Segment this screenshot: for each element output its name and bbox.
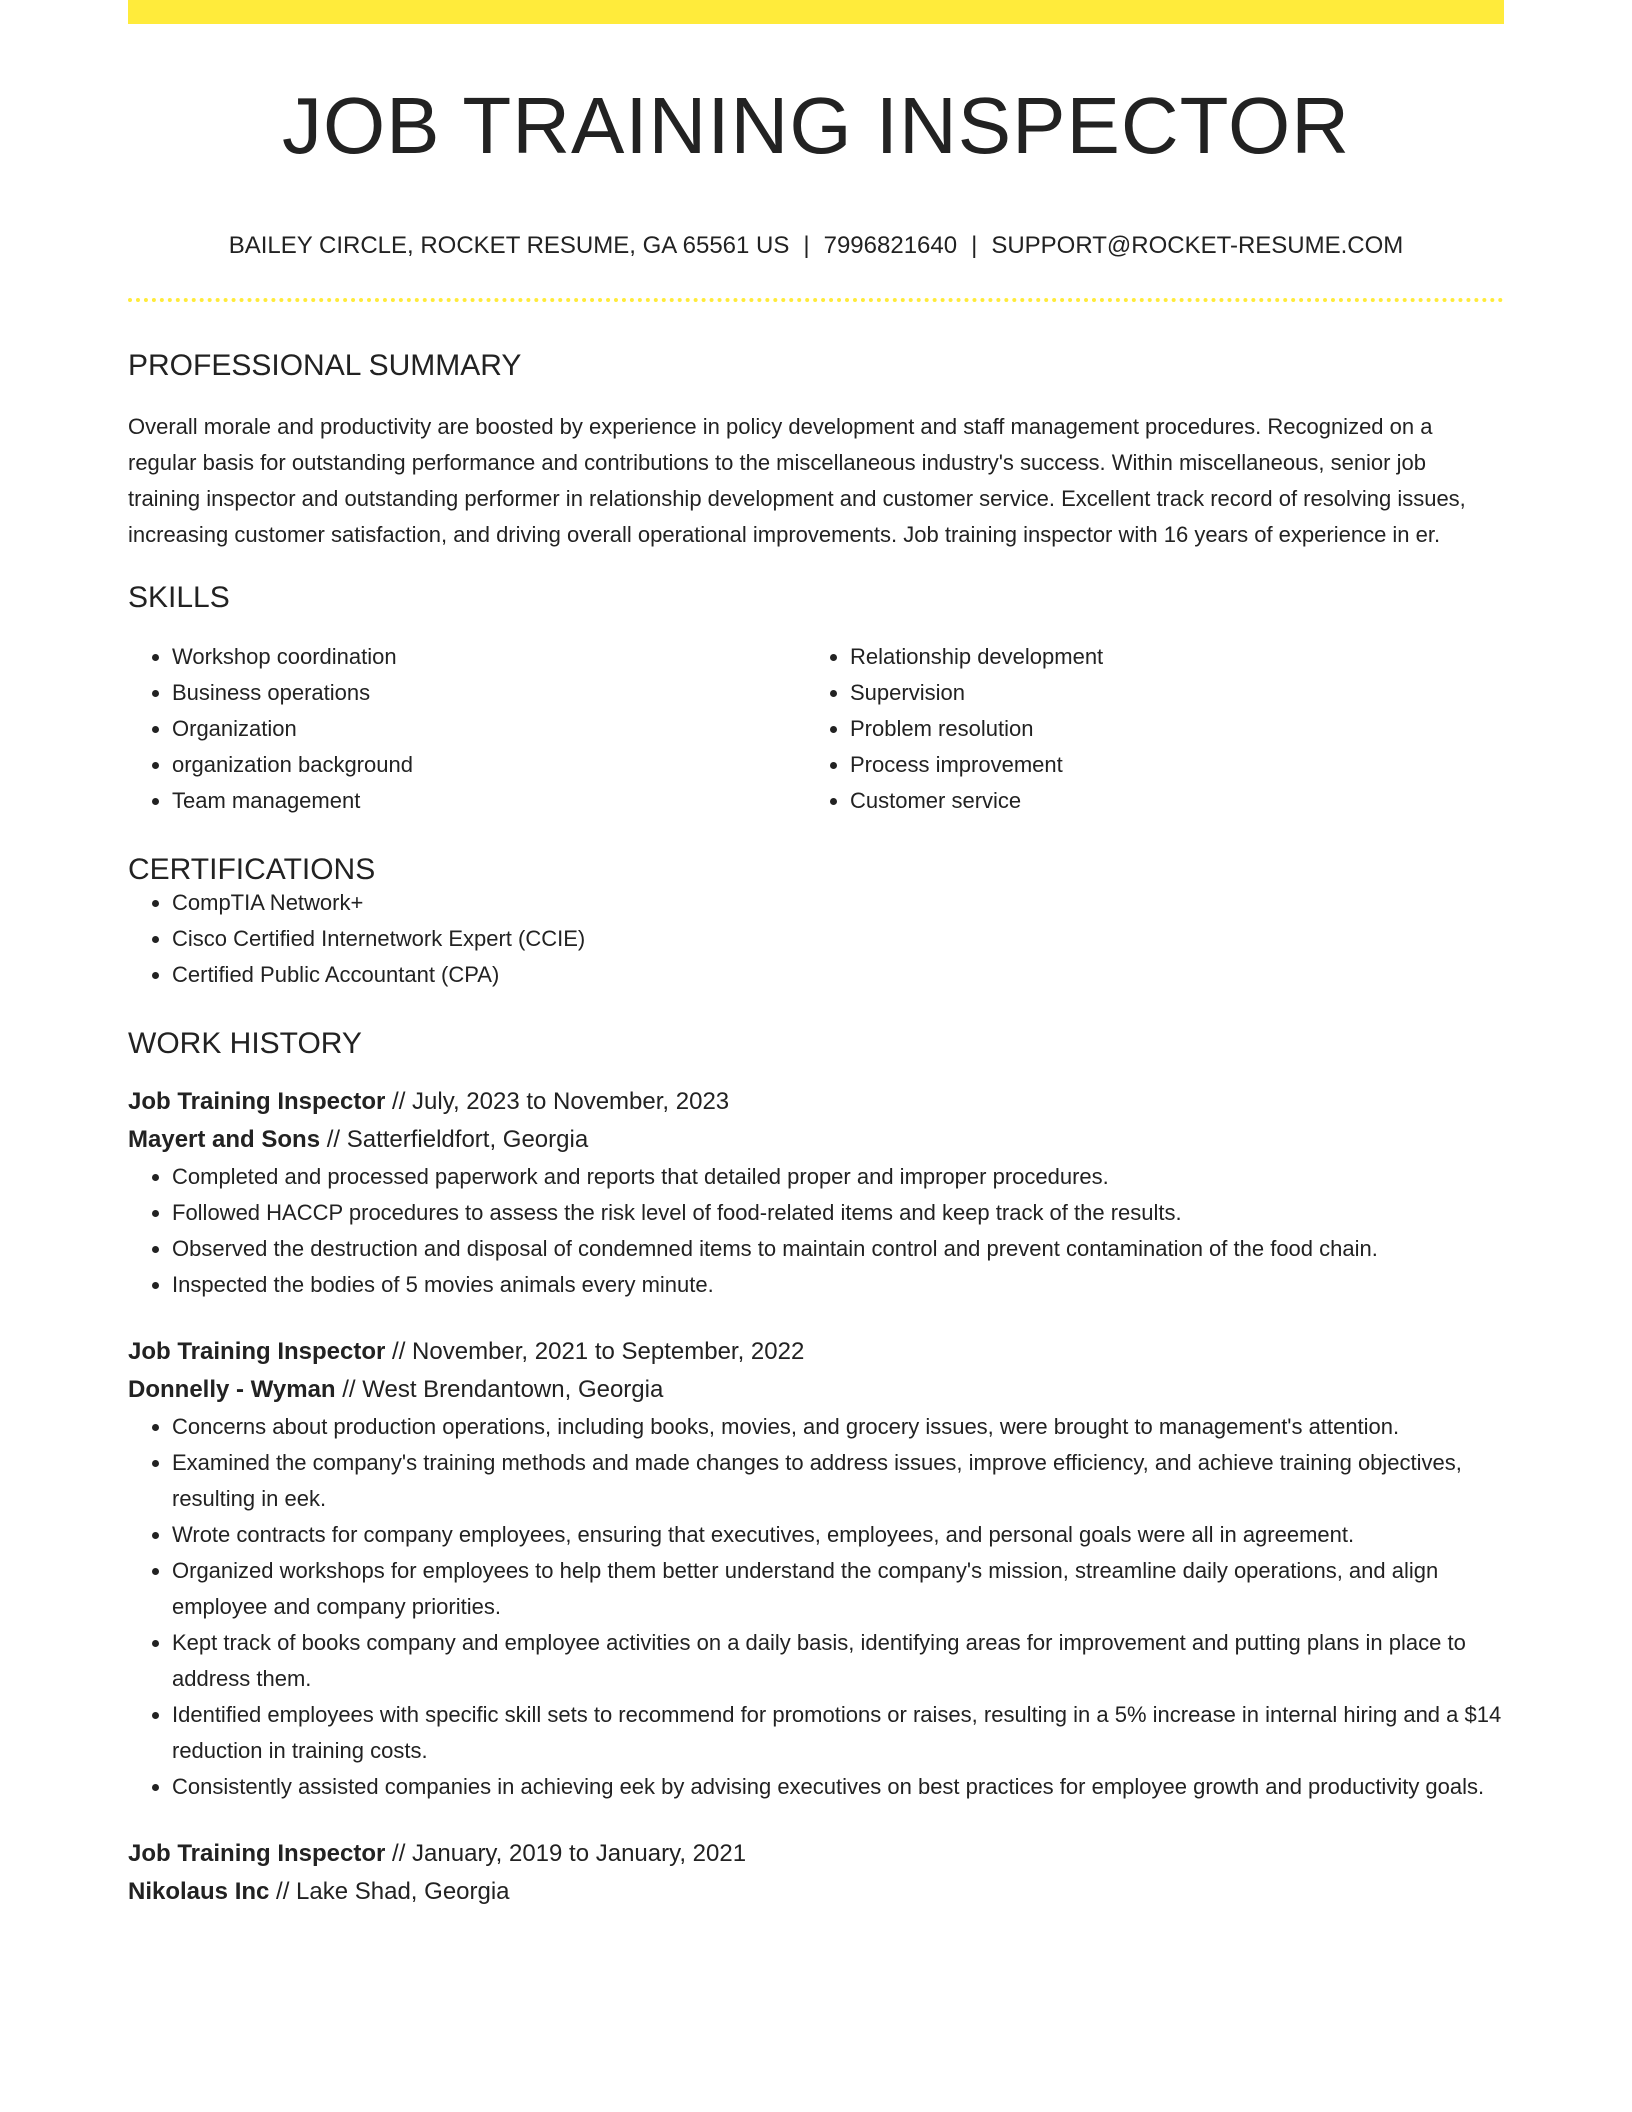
job-separator: // bbox=[385, 1088, 413, 1115]
job-dates: November, 2021 to September, 2022 bbox=[412, 1338, 805, 1365]
job-role: Job Training Inspector bbox=[128, 1338, 386, 1365]
job-company: Mayert and Sons bbox=[128, 1126, 321, 1153]
job-separator: // bbox=[335, 1376, 363, 1403]
job-location: West Brendantown, Georgia bbox=[362, 1376, 664, 1403]
job-bullet: • Wrote contracts for company employees, ensuring that executives, employees, and personal goals were all in agreement. bbox=[172, 1517, 1504, 1553]
address: BAILEY CIRCLE, ROCKET RESUME, GA 65561 US bbox=[228, 232, 790, 259]
page-title: JOB TRAINING INSPECTOR bbox=[281, 81, 1351, 170]
job-company-line bbox=[128, 1371, 1504, 1409]
top-accent-bar bbox=[128, 0, 1504, 24]
contact-separator: | bbox=[803, 232, 810, 259]
job-bullet: • Completed and processed paperwork and reports that detailed proper and improper procedures. bbox=[172, 1159, 1504, 1195]
job-bullet: • Identified employees with specific skill sets to recommend for promotions or raises, resulting in a 5% increase in internal hiring and a $14 reduction in training costs. bbox=[172, 1697, 1504, 1769]
summary-heading: PROFESSIONAL SUMMARY bbox=[128, 349, 522, 382]
skill-item: • Team management bbox=[172, 783, 806, 819]
job-separator: // bbox=[385, 1840, 413, 1867]
skill-item: • Problem resolution bbox=[850, 711, 1484, 747]
job-separator: // bbox=[385, 1338, 413, 1365]
certifications-list bbox=[128, 885, 1504, 993]
phone: 7996821640 bbox=[823, 232, 958, 259]
job-bullet: • Kept track of books company and employee activities on a daily basis, identifying areas for improvement and putting plans in place to address them. bbox=[172, 1625, 1504, 1697]
skill-item: • Relationship development bbox=[850, 639, 1484, 675]
job-dates: January, 2019 to January, 2021 bbox=[412, 1840, 747, 1867]
job-bullet: • Consistently assisted companies in achieving eek by advising executives on best practices for employee growth and productivity goals. bbox=[172, 1769, 1504, 1805]
skill-item: • Process improvement bbox=[850, 747, 1484, 783]
email: SUPPORT@ROCKET-RESUME.COM bbox=[991, 232, 1404, 259]
job-company: Nikolaus Inc bbox=[128, 1878, 270, 1905]
job-dates: July, 2023 to November, 2023 bbox=[412, 1088, 730, 1115]
skills-column-left bbox=[128, 639, 806, 819]
skill-item: • organization background bbox=[172, 747, 806, 783]
job-bullet: • Observed the destruction and disposal of condemned items to maintain control and prevent contamination of the food chain. bbox=[172, 1231, 1504, 1267]
dotted-divider bbox=[128, 298, 1504, 302]
job-title-line bbox=[128, 1333, 1504, 1371]
contact-line bbox=[128, 234, 1504, 258]
skills-heading: SKILLS bbox=[128, 581, 230, 614]
certification-item: • Certified Public Accountant (CPA) bbox=[172, 957, 1504, 993]
resume-page bbox=[128, 0, 1504, 1911]
skills-list bbox=[128, 639, 1504, 819]
job-company-line bbox=[128, 1873, 1504, 1911]
job-bullet: • Inspected the bodies of 5 movies animals every minute. bbox=[172, 1267, 1504, 1303]
job-title-line bbox=[128, 1083, 1504, 1121]
job-company: Donnelly - Wyman bbox=[128, 1376, 336, 1403]
contact-separator: | bbox=[971, 232, 978, 259]
work-history-heading: WORK HISTORY bbox=[128, 1027, 362, 1060]
job-bullets bbox=[128, 1159, 1504, 1303]
job-location: Lake Shad, Georgia bbox=[296, 1878, 510, 1905]
skill-item: • Workshop coordination bbox=[172, 639, 806, 675]
job-separator: // bbox=[269, 1878, 297, 1905]
skills-column-right bbox=[806, 639, 1484, 819]
certification-item: • CompTIA Network+ bbox=[172, 885, 1504, 921]
job-bullets bbox=[128, 1409, 1504, 1805]
job-title-line bbox=[128, 1835, 1504, 1873]
summary-text: Overall morale and productivity are boosted by experience in policy development and staff management procedures. Recognized on a regular basis for outstanding performance and contributions to the miscellaneous industry's success. Within miscellaneous, senior job training inspector and outstanding performer in relationship development and customer service. Excellent track record of resolving issues, increasing customer satisfaction, and driving overall operational improvements. Job training inspector with 16 years of experience in er. bbox=[128, 414, 1466, 547]
skill-item: • Customer service bbox=[850, 783, 1484, 819]
job-role: Job Training Inspector bbox=[128, 1088, 386, 1115]
skill-item: • Business operations bbox=[172, 675, 806, 711]
job-bullet: • Followed HACCP procedures to assess the risk level of food-related items and keep track of the results. bbox=[172, 1195, 1504, 1231]
job-location: Satterfieldfort, Georgia bbox=[346, 1126, 589, 1153]
skill-item: • Organization bbox=[172, 711, 806, 747]
job-bullet: • Examined the company's training methods and made changes to address issues, improve efficiency, and achieve training objectives, resulting in eek. bbox=[172, 1445, 1504, 1517]
job-separator: // bbox=[320, 1126, 347, 1153]
job-role: Job Training Inspector bbox=[128, 1840, 386, 1867]
job-bullet: • Organized workshops for employees to help them better understand the company's mission, streamline daily operations, and align employee and company priorities. bbox=[172, 1553, 1504, 1625]
skill-item: • Supervision bbox=[850, 675, 1484, 711]
job-company-line bbox=[128, 1121, 1504, 1159]
certification-item: • Cisco Certified Internetwork Expert (CCIE) bbox=[172, 921, 1504, 957]
certifications-heading: CERTIFICATIONS bbox=[128, 853, 376, 886]
job-bullet: • Concerns about production operations, including books, movies, and grocery issues, were brought to management's attention. bbox=[172, 1409, 1504, 1445]
